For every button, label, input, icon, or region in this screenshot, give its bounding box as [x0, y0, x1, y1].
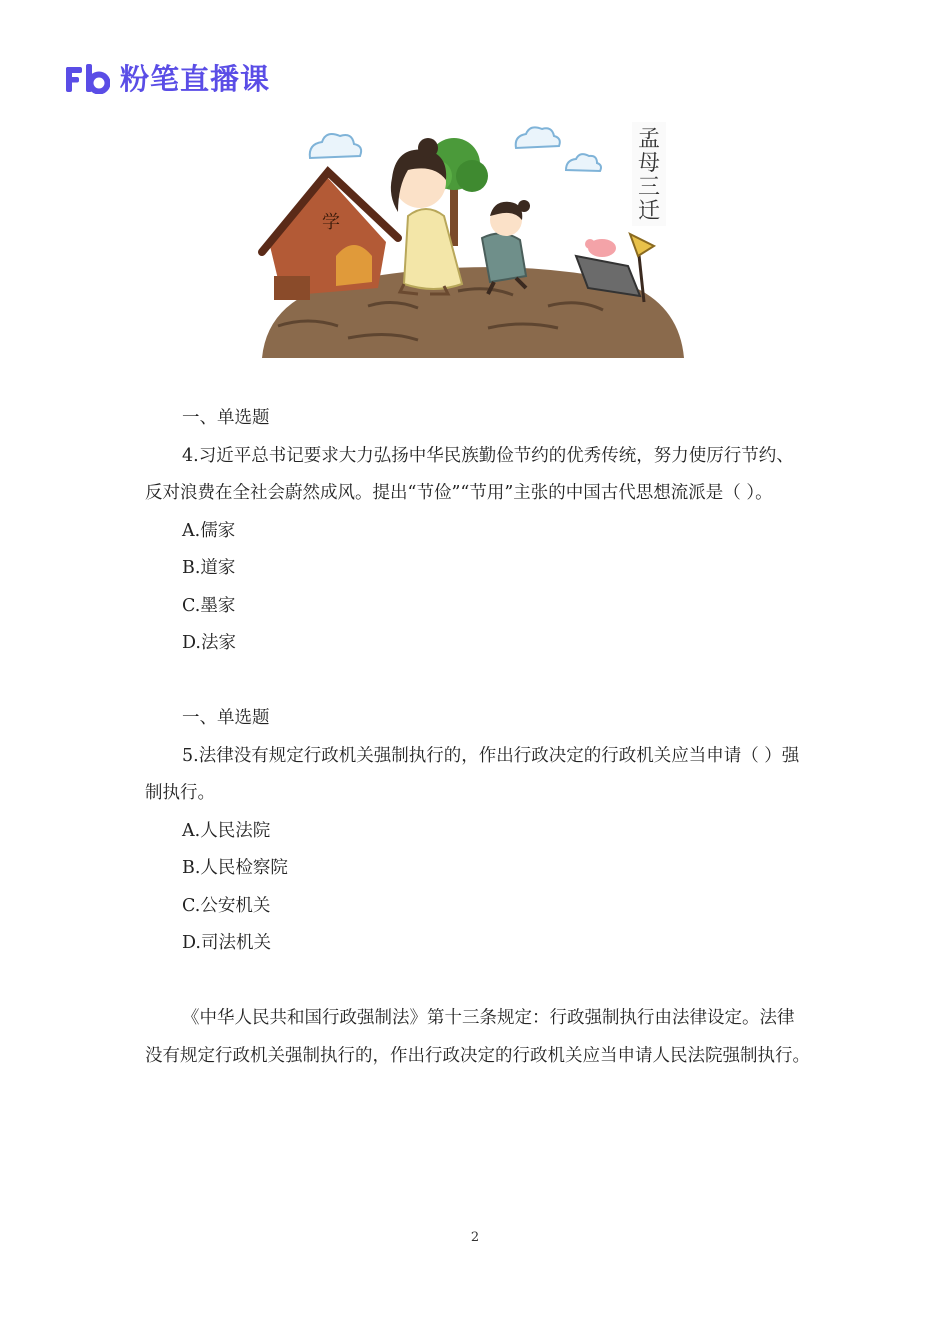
section-heading: 一、单选题 [182, 408, 270, 428]
option-a: A.人民法院 [182, 820, 271, 841]
sign-text: 学 [322, 212, 340, 233]
option-b: B.人民检察院 [182, 858, 288, 878]
question-text: 4.习近平总书记要求大力弘扬中华民族勤俭节约的优秀传统，努力使厉行节约、反对浪费在全社会蔚然成风。提出“节俭”“节用”主张的中国古代思想流派是（ ）。 [145, 445, 794, 503]
option-c: C.墨家 [182, 595, 236, 616]
caption-text [638, 127, 660, 224]
brand-logo [66, 62, 270, 96]
option-d: D.司法机关 [182, 933, 271, 953]
school-building [262, 172, 398, 300]
caption-char: 孟 [637, 127, 661, 152]
spacer [145, 663, 810, 701]
document-body [145, 400, 810, 1075]
page-number: 2 [470, 1230, 480, 1245]
question-section-2 [145, 700, 810, 963]
option-d: D.法家 [182, 633, 236, 653]
caption-char: 三 [637, 175, 661, 200]
question-text: 5.法律没有规定行政机关强制执行的，作出行政决定的行政机关应当申请（ ）强制执行。 [145, 745, 800, 803]
explanation-text: 《中华人民共和国行政强制法》第十三条规定：行政强制执行由法律设定。法律没有规定行政机关强制执行的，作出行政决定的行政机关应当申请人民法院强制执行。 [145, 1008, 810, 1066]
option-a: A.儒家 [182, 520, 236, 541]
spacer [145, 963, 810, 1001]
option-c: C.公安机关 [182, 895, 271, 916]
caption-char: 迁 [637, 199, 661, 224]
option-b: B.道家 [182, 558, 236, 578]
illustration-caption [632, 122, 666, 226]
fb-logo-icon [66, 64, 110, 94]
section-heading: 一、单选题 [182, 708, 270, 728]
logo-text: 粉笔直播课 [120, 62, 271, 96]
caption-char: 母 [637, 151, 661, 176]
question-section-1 [145, 400, 810, 663]
mencius-mother-illustration [258, 116, 688, 358]
